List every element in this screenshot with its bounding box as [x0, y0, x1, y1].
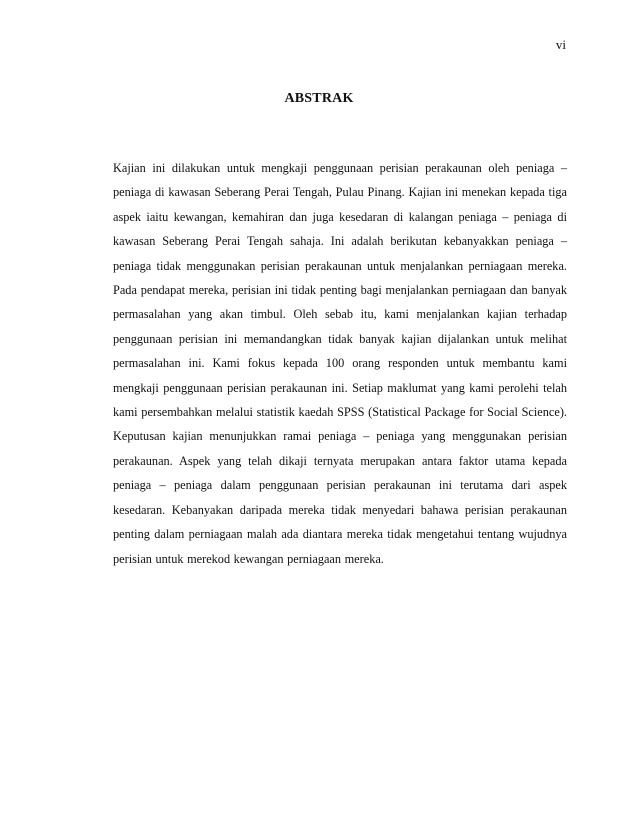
- page-number: vi: [555, 37, 566, 52]
- abstract-title: ABSTRAK: [284, 91, 354, 106]
- abstract-paragraph: Kajian ini dilakukan untuk mengkaji penggunaan perisian perakaunan oleh peniaga – peniaga di kawasan Seberang Perai Tengah, Pulau Pinang. Kajian ini menekan kepada tiga aspek iaitu kewangan, kemahiran dan juga kesedaran di kalangan peniaga – peniaga di kawasan Seberang Perai Tengah sahaja. Ini adalah berikutan kebanyakkan peniaga – peniaga tidak menggunakan perisian perakaunan untuk menjalankan perniagaan mereka. Pada pendapat mereka, perisian ini tidak penting bagi menjalankan perniagaan dan banyak permasalahan yang akan timbul. Oleh sebab itu, kami menjalankan kajian terhadap penggunaan perisian ini memandangkan tidak banyak kajian dijalankan untuk melihat permasalahan ini. Kami fokus kepada 100 orang responden untuk membantu kami mengkaji penggunaan perisian perakaunan ini. Setiap maklumat yang kami perolehi telah kami persembahkan melalui statistik kaedah SPSS (Statistical Package for Social Science). Keputusan kajian menunjukkan ramai peniaga – peniaga yang menggunakan perisian perakaunan. Aspek yang telah dikaji ternyata merupakan antara faktor utama kepada peniaga – peniaga dalam penggunaan perisian perakaunan ini terutama dari aspek kesedaran. Kebanyakan daripada mereka tidak menyedari bahawa perisian perakaunan penting dalam perniagaan malah ada diantara mereka tidak mengetahui tentang wujudnya perisian untuk merekod kewangan perniagaan mereka.: [113, 161, 567, 566]
